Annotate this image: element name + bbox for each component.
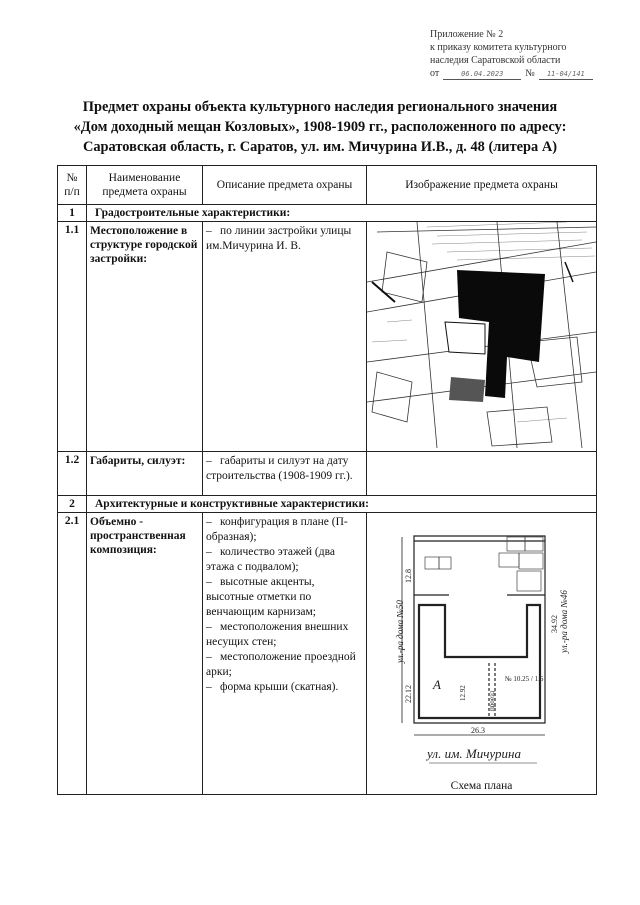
row11-desc-cell: – по линии застройки улицы им.Мичурина И. В. (203, 222, 367, 452)
table-row-1-1 (58, 222, 597, 452)
row21-item: – местоположения внешних несущих стен; (206, 621, 349, 648)
appendix-line3: наследия Саратовской области (430, 55, 561, 66)
dim-mid: 12.92 (459, 685, 467, 701)
title-line3: Саратовская область, г. Саратов, ул. им. Мичурина И.В., д. 48 (литера А) (82, 139, 558, 155)
header-name: Наименование предмета охраны (87, 166, 203, 205)
row12-image-cell (367, 452, 597, 496)
row11-num: 1.1 (58, 222, 87, 452)
row21-item: – количество этажей (два этажа с подвалом); (206, 546, 335, 573)
header-desc: Описание предмета охраны (203, 166, 367, 205)
dim-top-left: 12.8 (404, 569, 413, 583)
arch-label: проезд (488, 690, 496, 711)
mark-label: № 10.25 / 1.6 (505, 675, 544, 683)
section1-title: Градостроительные характеристики: (87, 205, 597, 222)
header-image: Изображение предмета охраны (367, 166, 597, 205)
title-line2: «Дом доходный мещан Козловых», 1908-1909 гг., расположенного по адресу: (73, 119, 567, 135)
row21-num: 2.1 (58, 513, 87, 795)
table-row-2-1 (58, 513, 597, 795)
number-label: № (525, 68, 535, 79)
dim-right: 34.92 (550, 615, 559, 633)
street-label: ул. им. Мичурина (427, 746, 521, 761)
section2-title: Архитектурные и конструктивные характеристики: (87, 496, 597, 513)
site-plan-image (367, 222, 596, 448)
appendix-line2: к приказу комитета культурного (430, 42, 567, 53)
appendix-line1: Приложение № 2 (430, 29, 504, 40)
dim-left: 22.12 (404, 685, 413, 703)
protection-subject-table (57, 165, 597, 795)
row21-item: – форма крыши (скатная). (206, 681, 339, 693)
row11-image-cell (367, 222, 597, 452)
plan-caption: Схема плана (450, 780, 513, 792)
appendix-date-row (430, 67, 593, 80)
title-line1: Предмет охраны объекта культурного наследия регионального значения (82, 99, 558, 115)
row21-item: – конфигурация в плане (П-образная); (206, 516, 348, 543)
row21-image-cell (367, 513, 597, 795)
section1-num: 1 (58, 205, 87, 222)
row21-desc-cell (203, 513, 367, 795)
row11-desc: по линии застройки улицы им.Мичурина И. В. (206, 225, 352, 252)
table-header-row (58, 166, 597, 205)
row12-desc-cell: – габариты и силуэт на дату строительства (1908-1909 гг.). (203, 452, 367, 496)
row12-name: Габариты, силуэт: (87, 452, 203, 496)
row21-item: – высотные акценты, высотные отметки по венчающим карнизам; (206, 576, 316, 618)
header-num: № п/п (58, 166, 87, 205)
right-neighbor-label: ул.-ра дома №46 (559, 590, 569, 653)
row11-name: Местоположение в структуре городской застройки: (87, 222, 203, 452)
from-label: от (430, 68, 440, 79)
section2-num: 2 (58, 496, 87, 513)
table-row-1-2 (58, 452, 597, 496)
row21-name: Объемно - пространственная композиция: (87, 513, 203, 795)
dim-bottom: 26.3 (471, 726, 485, 735)
row21-item: – местоположение проездной арки; (206, 651, 356, 678)
section-row-2 (58, 496, 597, 513)
litera-label: А (433, 677, 441, 692)
left-neighbor-label: ул.-ра дома №50 (395, 600, 405, 663)
order-number: 11-04/141 (539, 70, 593, 80)
row12-num: 1.2 (58, 452, 87, 496)
order-date: 06.04.2023 (443, 70, 521, 80)
row12-desc: габариты и силуэт на дату строительства (1908-1909 гг.). (206, 455, 353, 482)
section-row-1 (58, 205, 597, 222)
appendix-block (430, 28, 593, 80)
document-title (40, 97, 600, 157)
floor-plan-sketch (367, 513, 596, 777)
